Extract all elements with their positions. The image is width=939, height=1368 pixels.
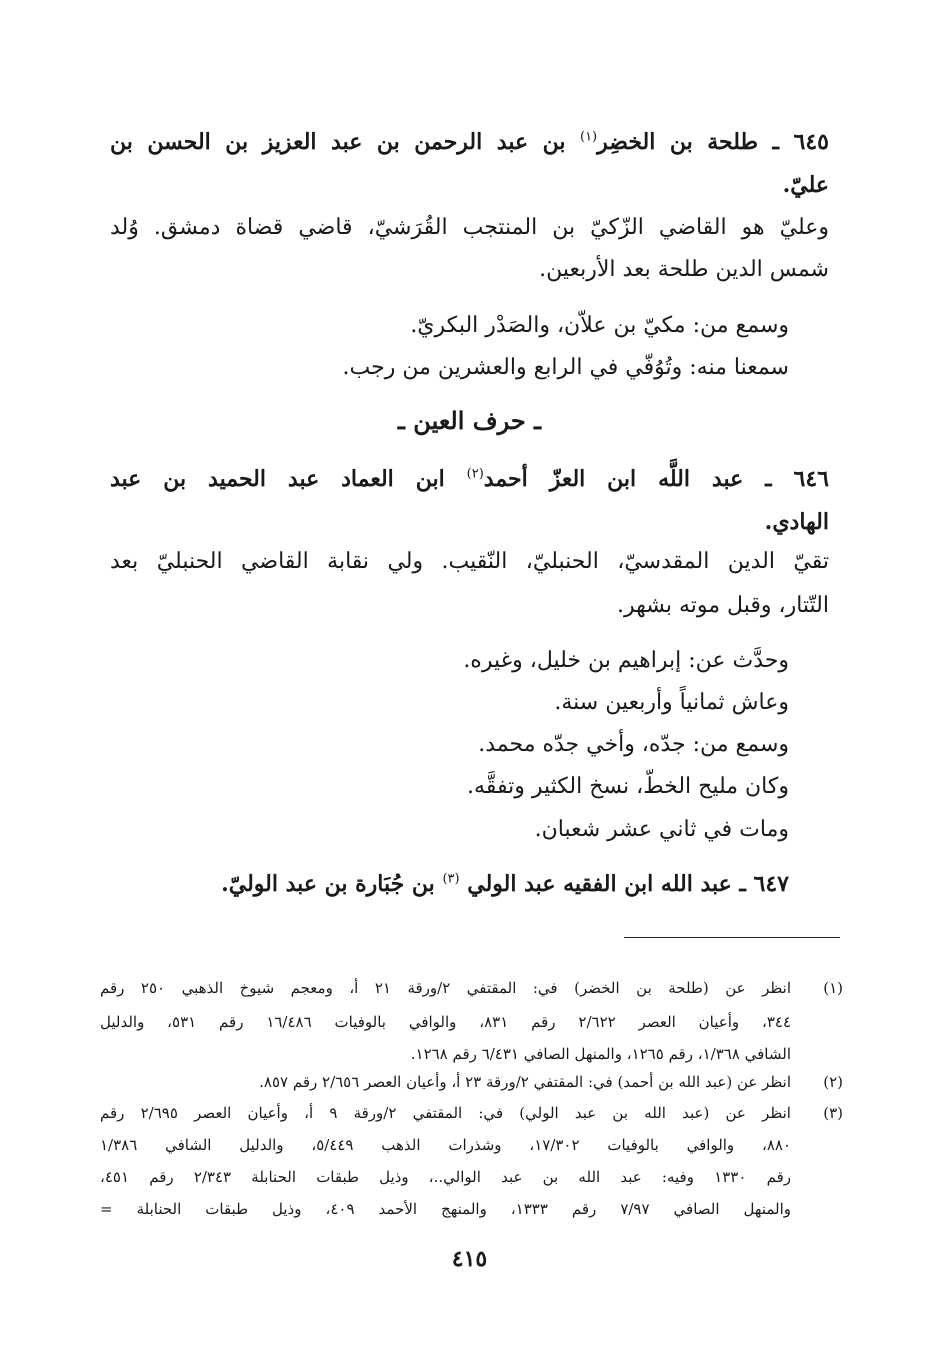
page-number: ٤١٥	[451, 1246, 488, 1272]
footnote-1-line1: انظر عن (طلحة بن الخضر) في: المقتفي ٢/ورقة ٢١ أ، ومعجم شيوخ الذهبي ٢٥٠ رقم	[100, 979, 791, 997]
entry-645-title-line2: عليّ.	[782, 172, 829, 198]
footnote-ref-3[interactable]: (٣)	[442, 871, 460, 887]
footnote-1-line3: الشافي ١/٣٦٨، رقم ١٢٦٥، والمنهل الصافي ٦/٤٣١ رقم ١٢٦٨.	[410, 1045, 791, 1063]
entry-646-narrated: وحدَّث عن: إبراهيم بن خليل، وغيره.	[463, 648, 789, 673]
entry-646-death: ومات في ثاني عشر شعبان.	[534, 817, 789, 842]
entry-645-bio-line2: شمس الدين طلحة بعد الأربعين.	[539, 257, 829, 282]
entry-646-heard-from: وسمع من: جدّه، وأخي جدّه محمد.	[478, 732, 789, 757]
entry-645-heard-from: وسمع من: مكيّ بن علاّن، والصَدْر البكريّ.	[410, 313, 789, 338]
footnote-separator	[624, 937, 840, 938]
footnote-ref-2[interactable]: (٢)	[466, 466, 484, 482]
footnote-2-line1: انظر عن (عبد الله بن أحمد) في: المقتفي ٢/ورقة ٢٣ أ، وأعيان العصر ٢/٦٥٦ رقم ٨٥٧.	[259, 1073, 791, 1091]
footnote-1-number: (١)	[823, 979, 843, 997]
entry-645-title-text: ٦٤٥ ـ طلحة بن الخضِر	[597, 129, 829, 155]
entry-646-title-rest: ابن العماد عبد الحميد بن عبد	[110, 466, 445, 492]
entry-647-title	[221, 869, 789, 899]
entry-646-bio-line1: تقيّ الدين المقدسيّ، الحنبليّ، النّقيب. ولي نقابة القاضي الحنبليّ بعد	[110, 549, 829, 574]
entry-646-handwriting: وكان مليح الخطّ، نسخ الكثير وتفقَّه.	[467, 774, 789, 799]
footnote-2-number: (٢)	[823, 1073, 843, 1091]
entry-646-title-line2: الهادي.	[764, 509, 829, 535]
entry-647-title-text: ٦٤٧ ـ عبد الله ابن الفقيه عبد الولي	[467, 871, 789, 897]
footnote-3-line1: انظر عن (عبد الله بن عبد الولي) في: المقتفي ٢/ورقة ٩ أ، وأعيان العصر ٢/٦٩٥ رقم	[100, 1104, 791, 1122]
footnote-3-line2: ٨٨٠، والوافي بالوفيات ١٧/٣٠٢، وشذرات الذهب ٥/٤٤٩، والدليل الشافي ١/٣٨٦	[100, 1136, 791, 1154]
entry-645-bio-line1: وعليّ هو القاضي الزّكيّ بن المنتجب القُرَشيّ، قاضي قضاة دمشق. وُلد	[110, 215, 829, 240]
entry-645-title-rest: بن عبد الرحمن بن عبد العزيز بن الحسن بن	[110, 129, 566, 155]
entry-647-title-rest: بن جُبَارة بن عبد الوليّ.	[221, 871, 435, 897]
footnote-3-number: (٣)	[823, 1104, 843, 1122]
footnote-3-line3: رقم ١٣٣٠ وفيه: عبد الله بن عبد الوالي..، وذيل طبقات الحنابلة ٢/٣٤٣ رقم ٤٥١،	[100, 1168, 792, 1186]
entry-646-title-text: ٦٤٦ ـ عبد اللَّه ابن العزّ أحمد	[483, 466, 829, 492]
section-heading: ـ حرف العين ـ	[397, 406, 542, 435]
entry-645-death: سمعنا منه: وتُوُفّي في الرابع والعشرين من رجب.	[342, 355, 789, 380]
footnote-1-line2: ٣٤٤، وأعيان العصر ٢/٦٢٢ رقم ٨٣١، والوافي بالوفيات ١٦/٤٨٦ رقم ٥٣١، والدليل	[100, 1013, 792, 1031]
entry-645-title-line1	[110, 127, 829, 157]
entry-646-title-line1	[110, 464, 829, 494]
footnote-3-line4: والمنهل الصافي ٧/٩٧ رقم ١٣٣٣، والمنهج الأحمد ٤٠٩، وذيل طبقات الحنابلة =	[100, 1200, 791, 1218]
entry-646-lived: وعاش ثمانياً وأربعين سنة.	[554, 690, 789, 715]
footnote-ref-1[interactable]: (١)	[579, 129, 598, 145]
entry-646-bio-line2: التّتار، وقبل موته بشهر.	[616, 593, 829, 618]
